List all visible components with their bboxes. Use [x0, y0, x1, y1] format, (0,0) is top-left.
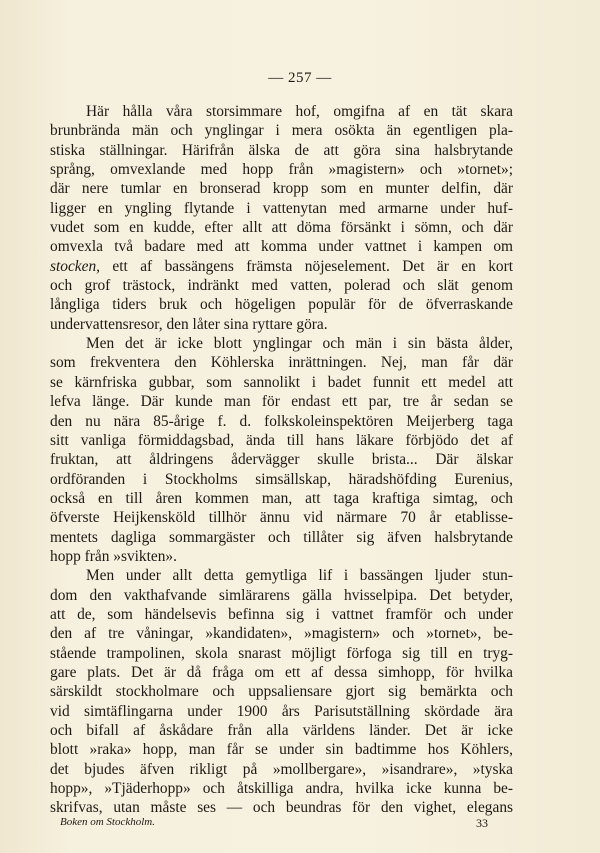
text-line: den af tre våningar, »kandidaten», »magistern» och »tornet», be-: [50, 625, 513, 643]
text-line: sitt vanliga förmiddagsbad, ända till hans läkare förbjödo det af: [50, 431, 513, 449]
text-line: Här hålla våra storsimmare hof, omgifna af en tät skara: [86, 103, 513, 120]
text-line: vid simtäflingarna under 1900 års Parisutställning skördade ära: [50, 702, 513, 720]
text-line: fruktan, att åldringens ådervägger skulle brista... Där älskar: [50, 451, 513, 469]
text-line: särskildt stockholmare och uppsaliensare gjort sig bemärkta och: [50, 683, 513, 701]
text-line-with-italic: [50, 257, 513, 276]
text-line: Men det är icke blott ynglingar och män i sin bästa ålder,: [86, 335, 513, 353]
body-text: [50, 102, 513, 818]
text-line: där nere tumlar en bronserad kropp som en munter delfin, där: [50, 180, 513, 198]
text-line: att de, som händelsevis befinna sig i vattnet framför och under: [50, 605, 513, 623]
text-line: stående trampolinen, skola snarast möjligt förfoga sig till en tryg-: [50, 644, 513, 662]
text-line: språng, omvexlande med hopp från »magistern» och »tornet»;: [50, 161, 513, 179]
text-line: långliga tiders bruk och högeligen populär för de öfverraskande: [50, 296, 513, 314]
text-line: också en till åren kommen man, att taga kraftiga simtag, och: [50, 489, 513, 507]
text-line: blott »raka» hopp, man får se under sin badtimme hos Köhlers,: [50, 741, 513, 759]
text-line: som frekventera den Köhlerska inrättningen. Nej, man får där: [50, 354, 513, 372]
italic-word: stocken,: [50, 257, 100, 275]
text-line: och bifall af åskådare från alla världens länder. Det är icke: [50, 722, 513, 739]
text-line: den nu nära 85-årige f. d. folkskoleinspektören Meijerberg taga: [50, 412, 513, 430]
text-line: det bjudes äfven rikligt på »mollbergare», »isandrare», »tyska: [50, 760, 513, 778]
text-line: skrifvas, utan måste ses — och beundras för den vighet, elegans: [50, 799, 513, 817]
text-line: öfverste Heijkensköld tillhör ännu vid närmare 70 år etablisse-: [50, 509, 513, 527]
text-line: undervattensresor, den låter sina ryttare göra.: [50, 315, 328, 333]
text-line: vudet som en kudde, efter allt att döma försänkt i sömn, och där: [50, 219, 513, 237]
text-line: omvexla två badare med att komma under vattnet i kampen om: [50, 238, 513, 256]
page-number: — 257 —: [268, 70, 332, 86]
text-line: mentets dagliga sommargäster och tillåter sig äfven halsbrytande: [50, 528, 513, 546]
text-line: gare plats. Det är då fråga om ett af dessa simhopp, för hvilka: [50, 663, 513, 681]
text-line: Men under allt detta gemytliga lif i bassängen ljuder stun-: [86, 567, 513, 585]
footer-sheet-number: 33: [476, 816, 488, 830]
text-line: ligger en yngling flytande i vattenytan med armarne under huf-: [50, 199, 513, 217]
text-line: och grof trästock, indränkt med vatten, polerad och slät genom: [50, 277, 513, 295]
text-line: stiska ställningar. Härifrån älska de att göra sina halsbrytande: [50, 141, 513, 159]
page-footer: [60, 816, 488, 831]
text-line: se kärnfriska gubbar, som sannolikt i badet funnit ett medel att: [50, 373, 513, 391]
text-line: dom den vakthafvande simlärarens gälla hvisselpipa. Det betyder,: [50, 586, 513, 604]
text-line-rest: ett af bassängens främsta nöjeselement. Det är en kort: [112, 257, 513, 275]
text-line: hopp», »Tjäderhopp» och åtskilliga andra, hvilka icke kunna be-: [50, 780, 513, 798]
text-line: hopp från »svikten».: [50, 547, 177, 565]
text-line: brunbrända män och ynglingar i mera osökta än egentligen pla-: [50, 122, 513, 140]
text-line: lefva länge. Där kunde man för endast ett par, tre år sedan se: [50, 393, 513, 411]
text-line: ordföranden i Stockholms simsällskap, häradshöfding Eurenius,: [50, 470, 513, 488]
footer-signature-mark: Boken om Stockholm.: [60, 816, 155, 828]
